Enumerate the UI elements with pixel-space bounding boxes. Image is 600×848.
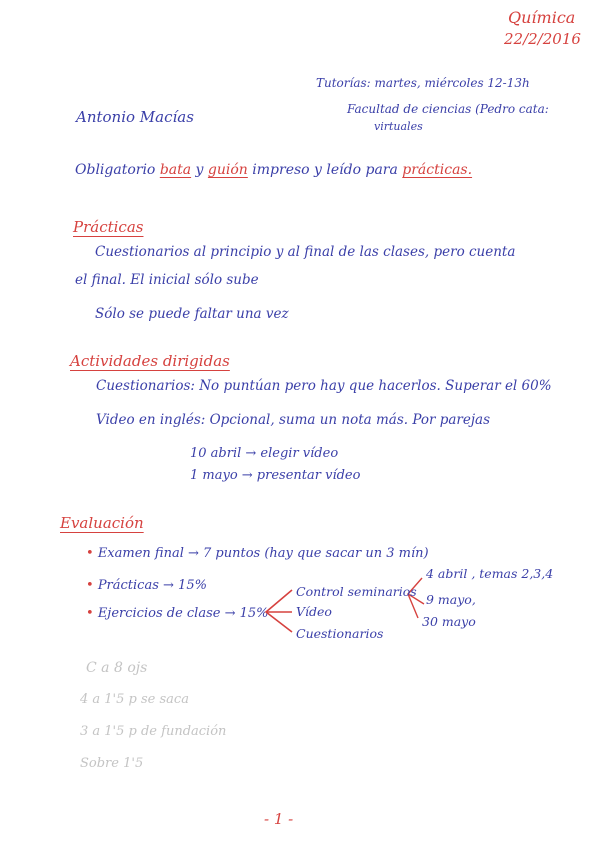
actividades-line-2: Video en inglés: Opcional, suma un nota más. Por parejas (96, 412, 491, 428)
obligatorio-y: y (195, 162, 204, 178)
evaluacion-sub-3: Cuestionarios (296, 626, 384, 641)
practicas-line-2: el final. El inicial sólo sube (75, 272, 259, 288)
evaluacion-bullet-2-text: Prácticas → 15% (97, 578, 207, 593)
evaluacion-date-1: 4 abril , temas 2,3,4 (426, 566, 554, 581)
date-label: 22/2/2016 (504, 30, 581, 48)
subject-label: Química (508, 8, 576, 27)
practicas-line-1: Cuestionarios al principio y al final de las clases, pero cuenta (95, 244, 516, 260)
tutorias-line-2: Facultad de ciencias (Pedro cata: (347, 102, 549, 116)
section-title-actividades: Actividades dirigidas (70, 352, 230, 370)
practicas-line-3: Sólo se puede faltar una vez (95, 306, 289, 322)
evaluacion-date-2: 9 mayo, (426, 592, 476, 607)
bullet-dot-icon: • (86, 578, 94, 593)
page-number: - 1 - (264, 810, 294, 828)
teacher-name: Antonio Macías (76, 108, 194, 126)
actividades-line-3: 10 abril → elegir vídeo (190, 446, 339, 461)
bullet-dot-icon: • (86, 546, 94, 561)
evaluacion-sub-2: Vídeo (296, 604, 332, 619)
actividades-line-4: 1 mayo → presentar vídeo (190, 468, 361, 483)
bullet-dot-icon: • (86, 606, 94, 621)
obligatorio-rest: impreso y leído para (252, 162, 398, 178)
faint-note-1: C a 8 ojs (86, 660, 148, 676)
section-title-practicas: Prácticas (73, 218, 144, 236)
faint-note-3: 3 a 1'5 p de fundación (80, 724, 227, 739)
evaluacion-bullet-3-text: Ejercicios de clase → 15% (97, 606, 269, 621)
tutorias-line-1: Tutorías: martes, miércoles 12-13h (316, 76, 530, 90)
tutorias-line-3: virtuales (374, 120, 423, 133)
evaluacion-bullet-1-text: Examen final → 7 puntos (hay que sacar un 3 mín) (97, 546, 429, 561)
obligatorio-bata: bata (159, 162, 192, 178)
obligatorio-guion: guión (207, 162, 248, 178)
actividades-line-1: Cuestionarios: No puntúan pero hay que hacerlos. Superar el 60% (96, 378, 552, 394)
faint-note-2: 4 a 1'5 p se saca (80, 692, 189, 707)
faint-note-4: Sobre 1'5 (80, 756, 144, 771)
evaluacion-date-3: 30 mayo (422, 614, 476, 629)
obligatorio-practicas: prácticas. (402, 162, 473, 178)
evaluacion-sub-1: Control seminarios (296, 584, 417, 599)
section-title-evaluacion: Evaluación (60, 514, 144, 532)
obligatorio-prefix: Obligatorio (75, 162, 156, 178)
